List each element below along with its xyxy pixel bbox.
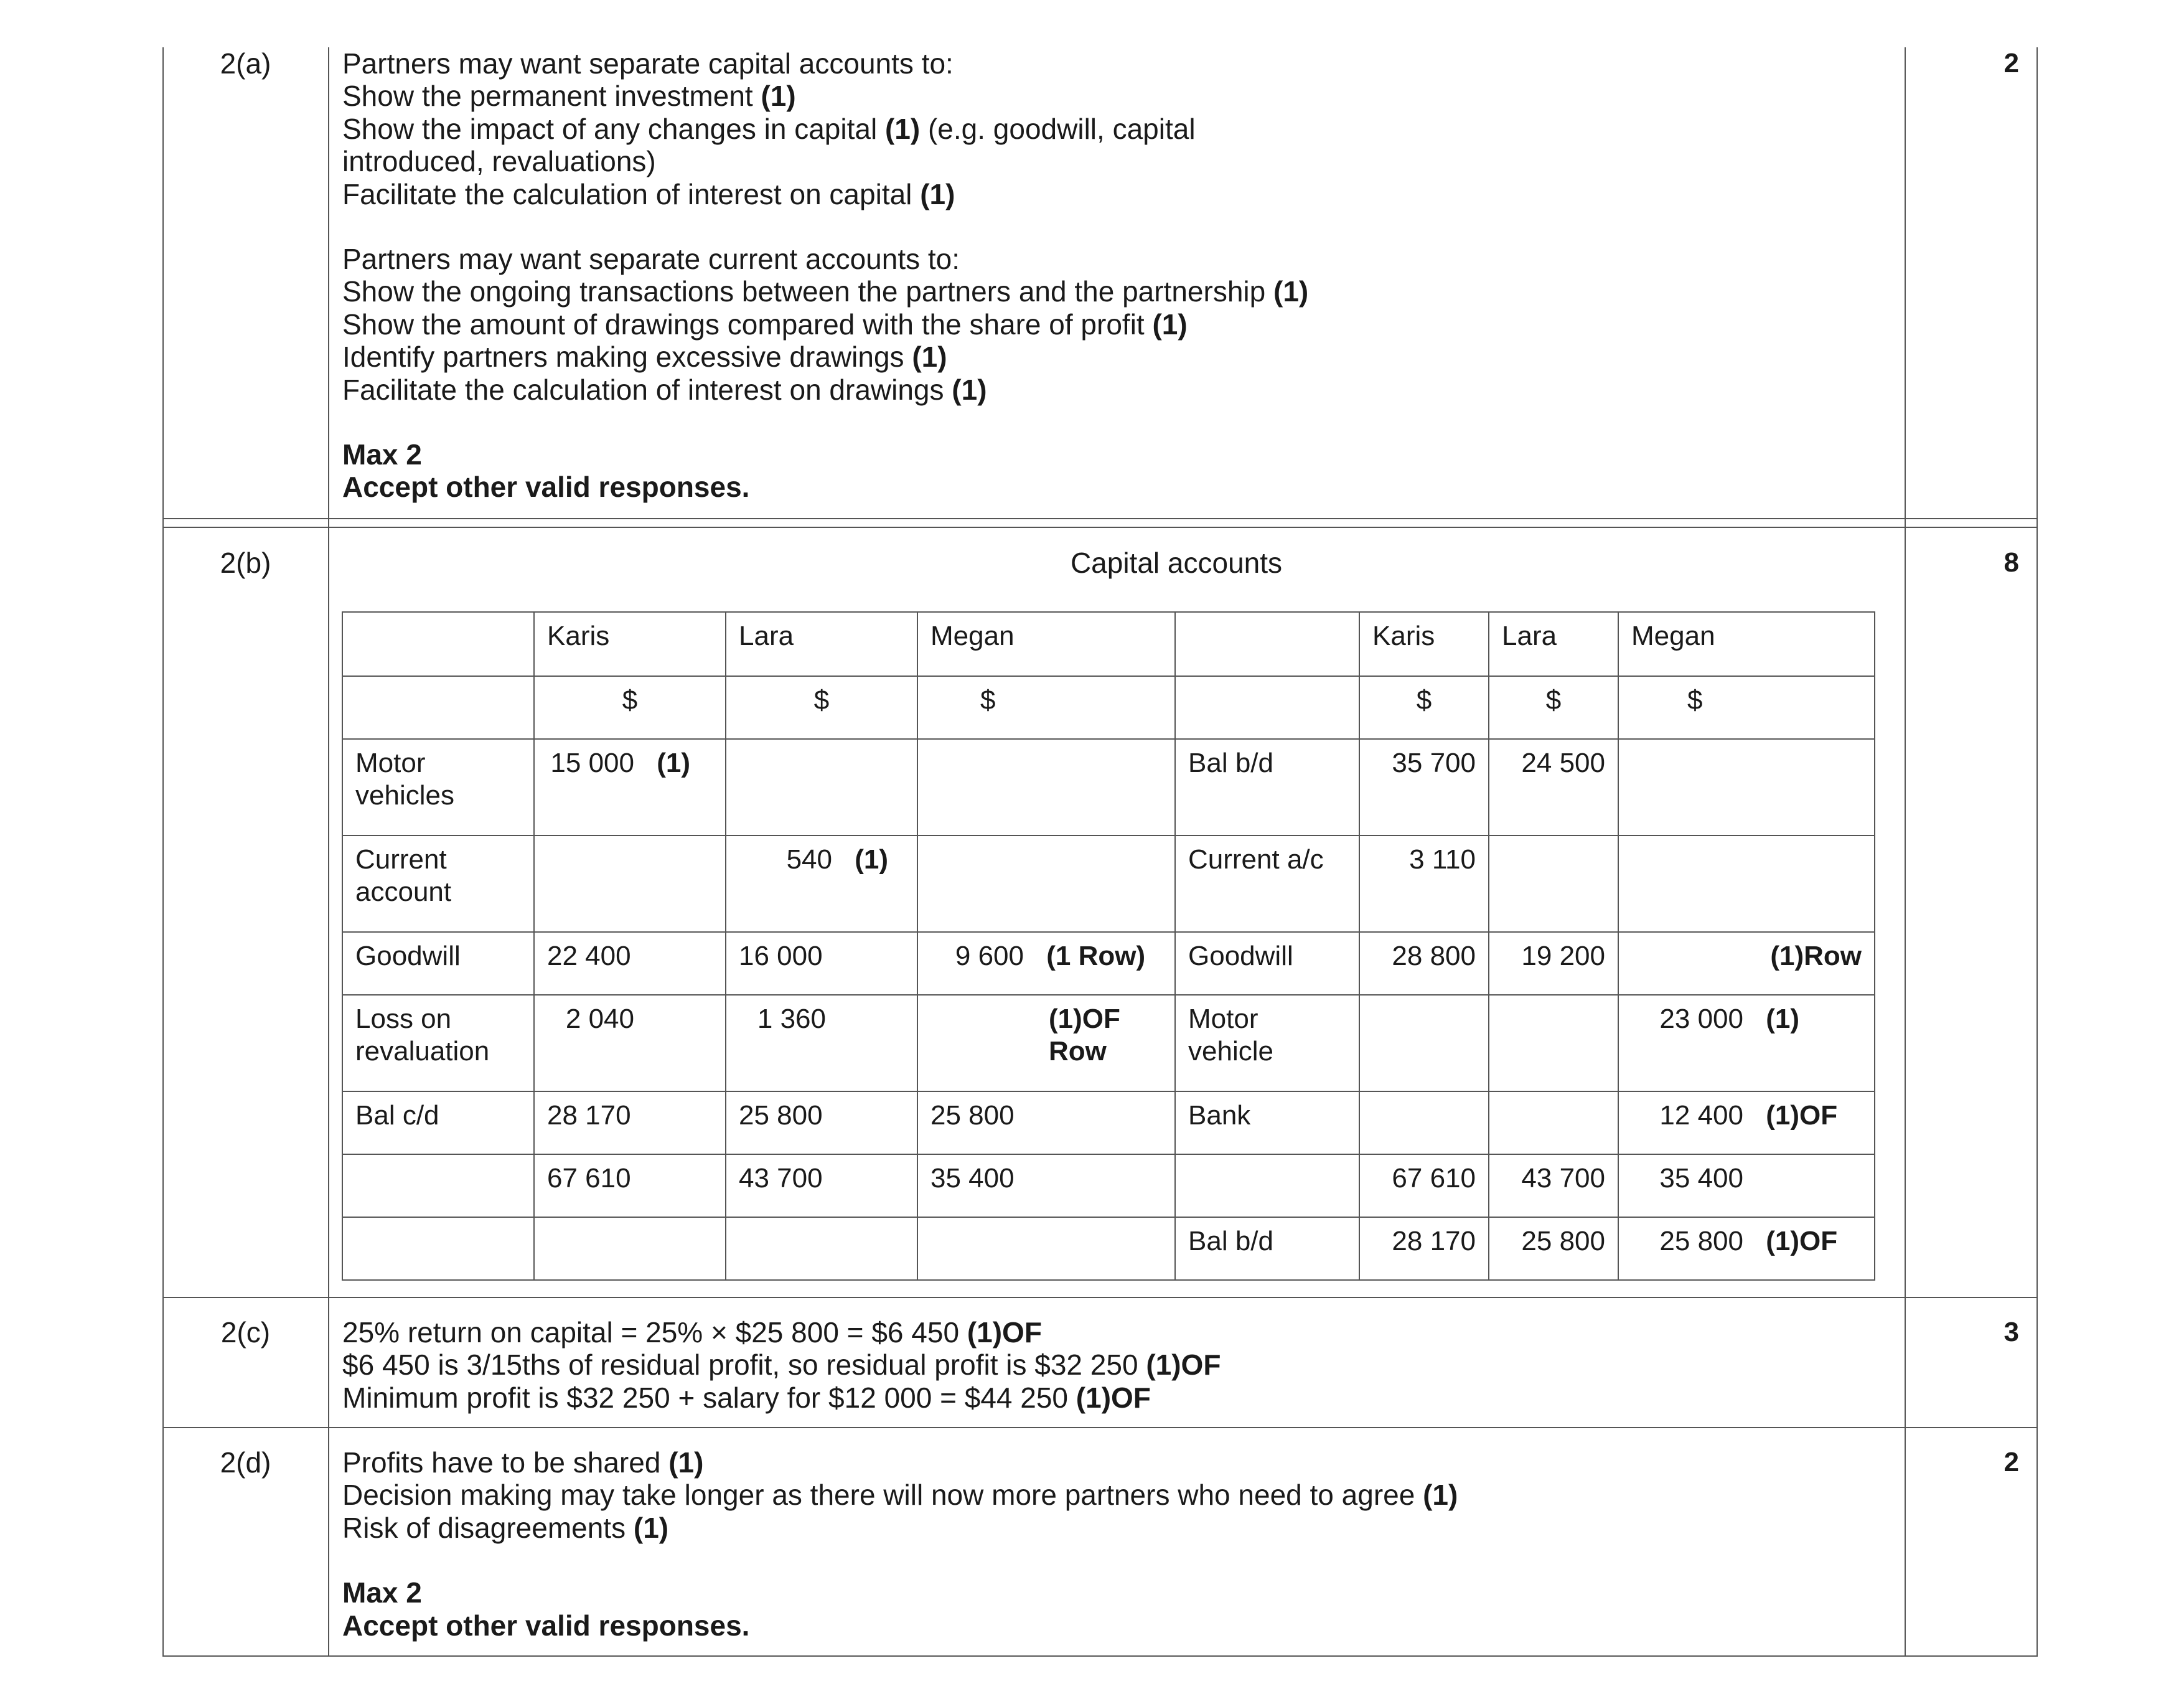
credit-karis: 3 110 [1359,836,1489,932]
debit-lara [726,1217,917,1280]
currency-row [342,676,1875,739]
table-row [342,1091,1875,1154]
header-lara-debit: Lara [726,612,917,676]
debit-lara-total: 43 700 [726,1154,917,1217]
table-caption: Capital accounts [1070,547,1283,579]
line-2a-4: introduced, revaluations) [342,145,656,178]
debit-karis: 2 040 [534,995,726,1091]
credit-label: Bank [1175,1091,1359,1154]
marks-2d: 2 [2004,1447,2019,1477]
table-row [342,1217,1875,1280]
debit-megan [917,836,1175,932]
credit-megan [1618,836,1875,932]
credit-lara: 19 200 [1489,932,1618,995]
credit-karis: 28 170 [1359,1217,1489,1280]
header-cell [342,612,534,676]
line-2a-8: Show the amount of drawings compared with the share of profit (1) [342,308,1188,341]
credit-karis: 35 700 [1359,739,1489,836]
header-megan-credit: Megan [1618,612,1875,676]
answer-2a [342,47,1308,504]
header-megan-debit: Megan [917,612,1175,676]
column-divider-question [328,47,329,1657]
max-2d: Max 2 [342,1576,422,1609]
accept-2a: Accept other valid responses. [342,471,750,504]
debit-megan [917,739,1175,836]
credit-karis [1359,995,1489,1091]
debit-label [342,1154,534,1217]
column-divider-marks [1905,47,1906,1657]
credit-karis [1359,1091,1489,1154]
credit-megan-total: 35 400 [1618,1154,1875,1217]
debit-label: Goodwill [342,932,534,995]
credit-lara [1489,995,1618,1091]
credit-megan: 25 800 (1)OF [1618,1217,1875,1280]
debit-label: Bal c/d [342,1091,534,1154]
credit-lara [1489,836,1618,932]
credit-megan: 23 000 (1) [1618,995,1875,1091]
line-2a-9: Identify partners making excessive drawings (1) [342,341,947,374]
header-karis-debit: Karis [534,612,726,676]
credit-megan: (1)Row [1618,932,1875,995]
row-divider-b-c [163,1297,2036,1298]
header-lara-credit: Lara [1489,612,1618,676]
debit-label: Motor vehicles [342,739,534,836]
debit-label: Current account [342,836,534,932]
outer-left-border [162,47,164,1657]
max-2a: Max 2 [342,438,422,471]
debit-megan-total: 35 400 [917,1154,1175,1217]
row-divider-a-b [163,518,2036,519]
credit-label: Motor vehicle [1175,995,1359,1091]
table-row [342,932,1875,995]
line-2a-6: Partners may want separate current accounts to: [342,242,960,275]
credit-megan [1618,739,1875,836]
debit-lara: 1 360 [726,995,917,1091]
debit-megan: 9 600 (1 Row) [917,932,1175,995]
row-divider-a-b-double [163,527,2036,528]
credit-lara: 24 500 [1489,739,1618,836]
line-2c-3: Minimum profit is $32 250 + salary for $12 000 = $44 250 (1)OF [342,1381,1151,1414]
credit-lara-total: 43 700 [1489,1154,1618,1217]
credit-label: Bal b/d [1175,1217,1359,1280]
question-label-2a: 2(a) [220,47,271,80]
debit-karis-total: 67 610 [534,1154,726,1217]
header-cell [1175,612,1359,676]
accept-2d: Accept other valid responses. [342,1609,750,1642]
credit-lara: 25 800 [1489,1217,1618,1280]
line-2a-10: Facilitate the calculation of interest on drawings (1) [342,373,987,406]
credit-label: Bal b/d [1175,739,1359,836]
line-2a-1: Partners may want separate capital accounts to: [342,47,954,80]
outer-right-border [2036,47,2038,1657]
header-karis-credit: Karis [1359,612,1489,676]
table-row [342,739,1875,836]
debit-label [342,1217,534,1280]
marks-2a: 2 [2004,48,2019,78]
currency-cell: $ [1618,676,1875,739]
currency-cell [342,676,534,739]
currency-cell: $ [726,676,917,739]
table-row [342,836,1875,932]
answer-2c [342,1316,1221,1414]
credit-lara [1489,1091,1618,1154]
debit-label: Loss on revaluation [342,995,534,1091]
credit-label: Goodwill [1175,932,1359,995]
debit-megan: (1)OF Row [917,995,1175,1091]
line-2a-5: Facilitate the calculation of interest on capital (1) [342,177,955,210]
line-2d-2: Decision making may take longer as there will now more partners who need to agree (1) [342,1479,1458,1512]
line-2d-3: Risk of disagreements (1) [342,1511,669,1544]
question-label-2b: 2(b) [220,547,271,579]
capital-accounts-table [342,611,1875,1281]
currency-cell: $ [534,676,726,739]
currency-cell [1175,676,1359,739]
marks-2c: 3 [2004,1317,2019,1347]
table-row [342,995,1875,1091]
currency-cell: $ [1359,676,1489,739]
line-2a-2: Show the permanent investment (1) [342,80,796,113]
line-2c-1: 25% return on capital = 25% × $25 800 = $6 450 (1)OF [342,1316,1042,1349]
credit-karis-total: 67 610 [1359,1154,1489,1217]
debit-karis: 28 170 [534,1091,726,1154]
debit-lara: 540 (1) [726,836,917,932]
answer-2d [342,1446,1458,1642]
debit-megan: 25 800 [917,1091,1175,1154]
debit-lara [726,739,917,836]
row-divider-c-d [163,1427,2036,1428]
credit-label [1175,1154,1359,1217]
question-label-2d: 2(d) [220,1446,271,1479]
debit-karis [534,836,726,932]
debit-megan [917,1217,1175,1280]
header-row [342,612,1875,676]
currency-cell: $ [1489,676,1618,739]
debit-lara: 25 800 [726,1091,917,1154]
marks-2b: 8 [2004,547,2019,578]
line-2a-7: Show the ongoing transactions between the partners and the partnership (1) [342,275,1309,308]
debit-karis [534,1217,726,1280]
credit-megan: 12 400 (1)OF [1618,1091,1875,1154]
line-2c-2: $6 450 is 3/15ths of residual profit, so residual profit is $32 250 (1)OF [342,1349,1221,1382]
debit-karis: 15 000 (1) [534,739,726,836]
credit-karis: 28 800 [1359,932,1489,995]
debit-karis: 22 400 [534,932,726,995]
debit-lara: 16 000 [726,932,917,995]
line-2d-1: Profits have to be shared (1) [342,1446,704,1479]
totals-row [342,1154,1875,1217]
line-2a-3: Show the impact of any changes in capital (1) (e.g. goodwill, capital [342,112,1196,145]
currency-cell: $ [917,676,1175,739]
question-label-2c: 2(c) [220,1316,271,1349]
bottom-border [163,1655,2036,1657]
credit-label: Current a/c [1175,836,1359,932]
